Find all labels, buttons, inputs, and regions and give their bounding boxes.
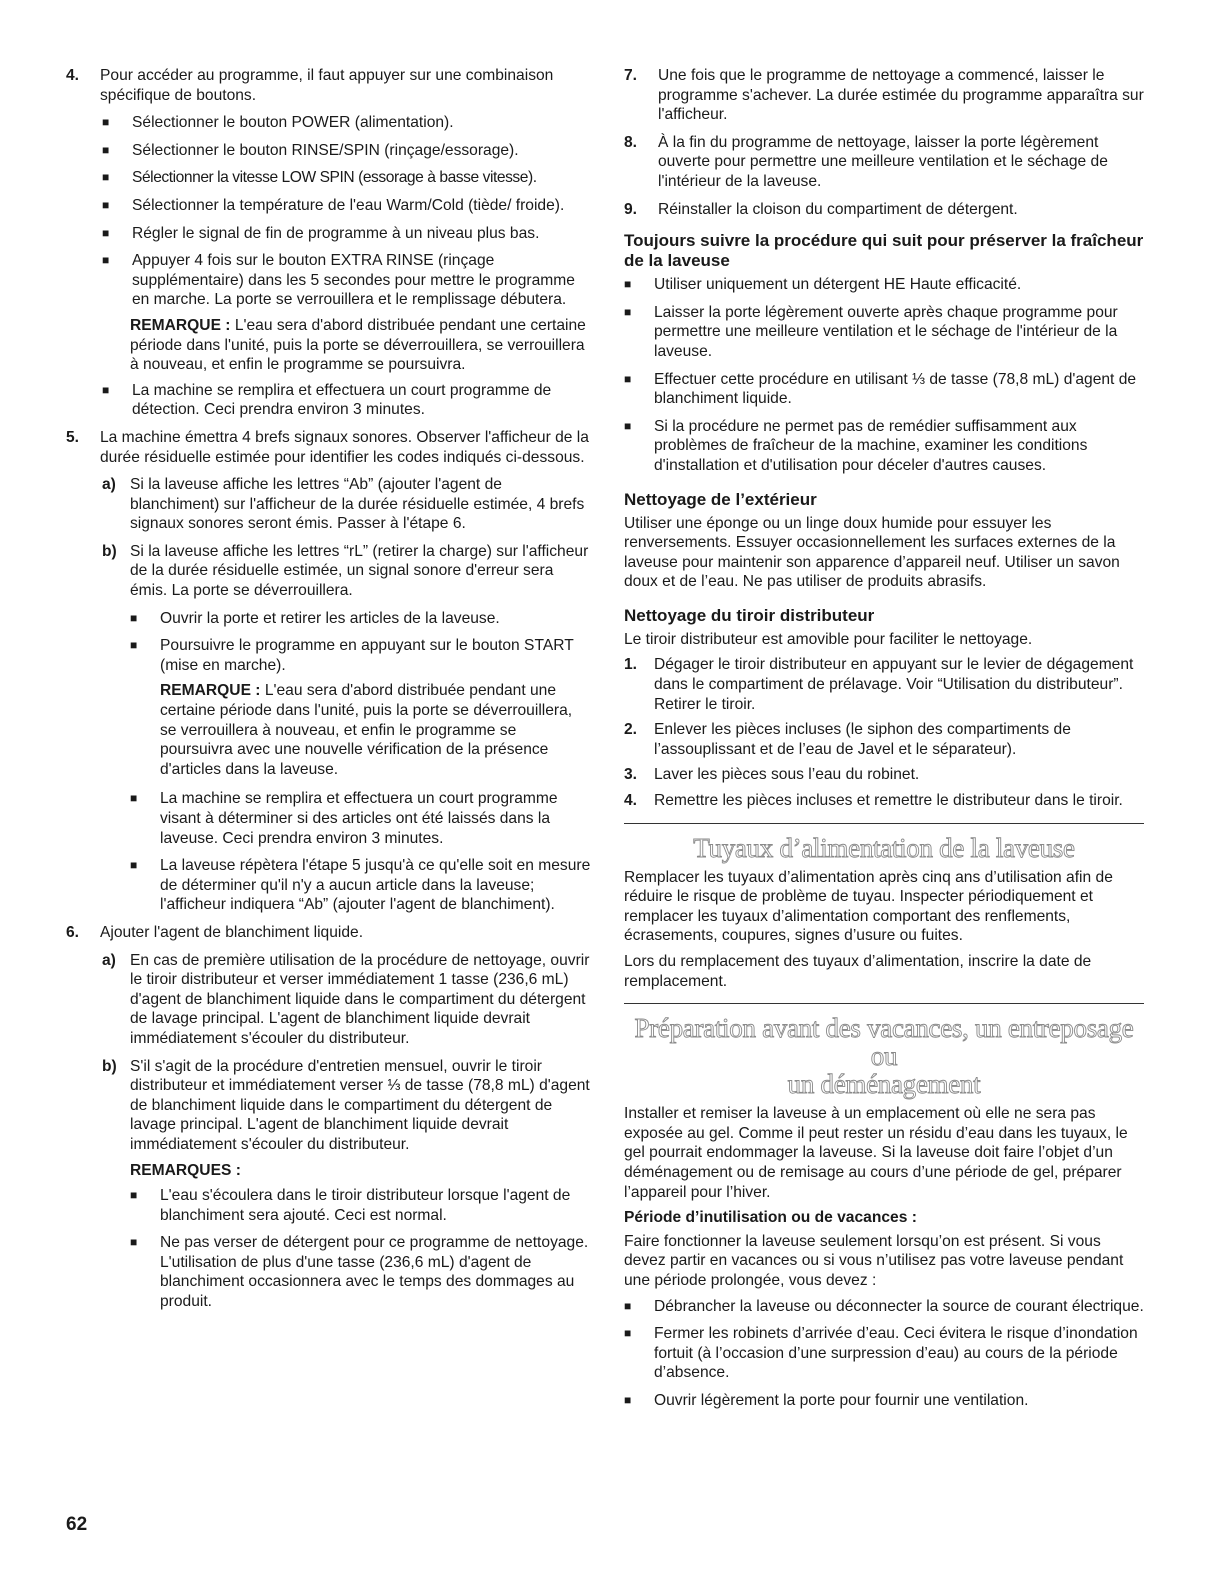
square-bullet-icon: ■ [102,170,110,185]
bullet-text: Utiliser uniquement un détergent HE Haute efficacité. [654,276,1022,294]
step-7 [624,66,1144,125]
bullet-item [624,370,1144,409]
vacation-paragraph: Faire fonctionner la laveuse seulement lorsqu’on est présent. Si vous devez partir en vacances ou si vous n’utilisez pas votre laveuse pendant une période prolongée, vous devez : [624,1232,1124,1289]
bullet-item [102,224,592,244]
square-bullet-icon: ■ [102,253,110,268]
substep-label: a) [102,476,116,494]
substep-text: En cas de première utilisation de la procédure de nettoyage, ouvrir le tiroir distributeur et verser immédiatement 1 tasse (236,6 mL) d'agent de blanchiment liquide dans le compartiment du détergent de lavage principal. L'agent de blanchiment liquide devrait immédiatement s'écouler du distributeur. [130,951,590,1047]
step-number: 2. [624,721,638,739]
square-bullet-icon: ■ [102,382,110,397]
bullet-item [130,1233,592,1311]
bullet-text: Régler le signal de fin de programme à un niveau plus bas. [132,224,540,242]
bullet-item [130,636,592,675]
step-text: La machine émettra 4 brefs signaux sonores. Observer l'afficheur de la durée résiduelle estimée pour identifier les codes indiqués ci-dessous. [100,428,589,466]
substep-label: b) [102,542,117,560]
substep-text: S'il s'agit de la procédure d'entretien mensuel, ouvrir le tiroir distributeur et immédiatement verser ⅓ de tasse (78,8 mL) d'agent de blanchiment liquide dans le compartiment du détergent de lavage principal. L'agent de blanchiment liquide devrait immédiatement s'écouler du distributeur. [130,1057,590,1153]
bullet-item [624,1297,1144,1317]
hoses-paragraph: Remplacer les tuyaux d’alimentation après cinq ans d’utilisation afin de réduire le risque de problème de tuyau. Inspecter périodiquement et remplacer les tuyaux d’alimentation comportant des renflements, écrasements, coupures, signes d’usure ou fuites. [624,868,1113,945]
bullet-text: L'eau s'écoulera dans le tiroir distributeur lorsque l'agent de blanchiment sera ajouté. Ceci est normal. [160,1187,571,1224]
substep-b [102,542,592,601]
vacation-section-title: Préparation avant des vacances, un entreposage ou [634,1013,1134,1072]
bullet-text: Si la procédure ne permet pas de remédier suffisamment aux problèmes de fraîcheur de la machine, examiner les conditions d'installation et d'utilisation pour déceler d'autres causes. [654,417,1088,474]
step-text: Pour accéder au programme, il faut appuyer sur une combinaison spécifique de boutons. [100,67,554,104]
bullet-item [624,275,1144,295]
step-text: Laver les pièces sous l’eau du robinet. [654,766,920,784]
bullet-item [102,168,592,188]
step-number: 8. [624,133,638,151]
substep-a [102,475,592,534]
hoses-section-title: Tuyaux d’alimentation de la laveuse [693,832,1075,863]
bullet-text: Appuyer 4 fois sur le bouton EXTRA RINSE (rinçage supplémentaire) dans les 5 secondes pour mettre le programme en marche. La porte se verrouillera et le remplissage débutera. [132,252,575,309]
bullet-text: Laisser la porte légèrement ouverte après chaque programme pour permettre une meilleure ventilation et le séchage de l'intérieur de la laveuse. [654,303,1118,360]
bullet-text: La machine se remplira et effectuera un court programme visant à déterminer si des articles ont été laissés dans la laveuse. Ceci prendra environ 3 minutes. [160,790,558,847]
bullet-text: Débrancher la laveuse ou déconnecter la source de courant électrique. [654,1297,1144,1315]
square-bullet-icon: ■ [130,610,138,625]
note-text: L'eau sera d'abord distribuée pendant une certaine période dans l'unité, puis la porte se déverrouillera, se verrouillera à nouveau, et enfin le programme se poursuivra avec une nouvelle vérification de la présence d'articles dans la laveuse. [160,682,573,778]
step-number: 3. [624,766,638,784]
square-bullet-icon: ■ [102,197,110,212]
bullet-item [130,609,592,629]
square-bullet-icon: ■ [102,115,110,130]
exterior-heading: Nettoyage de l’extérieur [624,489,817,509]
drawer-step [624,720,1144,759]
square-bullet-icon: ■ [102,142,110,157]
vacation-subheading: Période d’inutilisation ou de vacances : [624,1209,917,1227]
square-bullet-icon: ■ [130,858,138,873]
drawer-intro: Le tiroir distributeur est amovible pour faciliter le nettoyage. [624,630,1033,648]
bullet-item [102,113,592,133]
step-text: Remettre les pièces incluses et remettre le distributeur dans le tiroir. [654,792,1123,810]
substep-a [102,951,592,1049]
bullet-text: Ne pas verser de détergent pour ce programme de nettoyage. L'utilisation de plus d'une tasse (236,6 mL) d'agent de blanchiment occasionnera avec le temps des dommages au produit. [160,1234,589,1311]
substep-label: b) [102,1057,117,1075]
step-number: 7. [624,67,638,84]
drawer-step [624,791,1144,811]
hoses-paragraph: Lors du remplacement des tuyaux d’alimentation, inscrire la date de remplacement. [624,953,1092,990]
step-6 [66,923,592,943]
freshness-heading: Toujours suivre la procédure qui suit pour préserver la fraîcheur de la laveuse [624,231,1144,271]
bullet-text: La machine se remplira et effectuera un court programme de détection. Ceci prendra environ 3 minutes. [132,381,552,419]
note-label: REMARQUE : [160,682,261,700]
note [160,681,592,779]
substep-text: Si la laveuse affiche les lettres “rL” (retirer la charge) sur l'afficheur de la durée résiduelle estimée, un signal sonore d'erreur sera émis. La porte se déverrouillera. [130,542,589,600]
square-bullet-icon: ■ [130,638,138,653]
note-label: REMARQUE : [130,316,231,334]
bullet-text: Effectuer cette procédure en utilisant ⅓ de tasse (78,8 mL) d'agent de blanchiment liquide. [654,370,1137,408]
note-text: L'eau sera d'abord distribuée pendant une certaine période dans l'unité, puis la porte se déverrouillera, se verrouillera à nouveau, et enfin le programme se poursuivra. [130,316,586,374]
square-bullet-icon: ■ [624,418,632,433]
step-number: 4. [66,67,80,84]
bullet-text: Sélectionner la température de l'eau Warm/Cold (tiède/ froide). [132,196,565,214]
step-number: 5. [66,428,80,446]
drawer-step [624,655,1144,714]
bullet-text: Ouvrir la porte et retirer les articles de la laveuse. [160,609,500,627]
bullet-text: Ouvrir légèrement la porte pour fournir une ventilation. [654,1391,1029,1409]
square-bullet-icon: ■ [624,277,632,292]
bullet-text: Poursuivre le programme en appuyant sur le bouton START (mise en marche). [160,637,574,674]
step-5 [66,428,592,467]
section-divider [624,1003,1144,1004]
square-bullet-icon: ■ [624,1326,632,1341]
square-bullet-icon: ■ [130,791,138,806]
square-bullet-icon: ■ [624,1298,632,1313]
bullet-item [102,141,592,161]
square-bullet-icon: ■ [130,1235,138,1250]
step-text: Une fois que le programme de nettoyage a commencé, laisser le programme s'achever. La durée estimée du programme apparaîtra sur l'afficheur. [658,67,1144,124]
bullet-item [624,1391,1144,1411]
bullet-item [130,1186,592,1225]
left-column [66,66,592,1320]
step-8 [624,133,1144,192]
exterior-text: Utiliser une éponge ou un linge doux humide pour essuyer les renversements. Essuyer occasionnellement les surfaces externes de la laveuse pour maintenir son apparence d’appareil neuf. Utiliser un savon doux et de l’eau. Ne pas utiliser de produits abrasifs. [624,514,1120,591]
square-bullet-icon: ■ [102,225,110,240]
bullet-item [624,1324,1144,1383]
square-bullet-icon: ■ [624,304,632,319]
step-text: Dégager le tiroir distributeur en appuyant sur le levier de dégagement dans le compartiment de prélavage. Voir “Utilisation du distributeur”. Retirer le tiroir. [654,656,1134,713]
vacation-paragraph: Installer et remiser la laveuse à un emplacement où elle ne sera pas exposée au gel. Comme il peut rester un résidu d’eau dans les tuyaux, le gel pourrait endommager la laveuse. Si la laveuse doit faire l’objet d’un déménagement ou de remisage au cours d’une période de gel, préparer l’appareil pour l’hiver. [624,1105,1128,1201]
bullet-text: Sélectionner le bouton RINSE/SPIN (rinçage/essorage). [132,141,519,159]
square-bullet-icon: ■ [130,1188,138,1203]
bullet-text: La laveuse répètera l'étape 5 jusqu'à ce qu'elle soit en mesure de déterminer qu'il n'y a aucun article dans la laveuse; l'afficheur indiquera “Ab” (ajouter l'agent de blanchiment). [160,857,591,914]
step-text: Enlever les pièces incluses (le siphon des compartiments de l’assouplissant et de l’eau de Javel et le séparateur). [654,721,1071,758]
substep-b [102,1057,592,1155]
square-bullet-icon: ■ [624,1392,632,1407]
bullet-text: Fermer les robinets d’arrivée d’eau. Ceci évitera le risque d’inondation fortuit (à l’occasion d’une surpression d’eau) au cours de la période d’absence. [654,1325,1138,1382]
step-number: 9. [624,200,638,218]
step-text: À la fin du programme de nettoyage, laisser la porte légèrement ouverte pour permettre une meilleure ventilation et le séchage de l'intérieur de la laveuse. [658,133,1108,190]
step-text: Ajouter l'agent de blanchiment liquide. [100,923,364,941]
substep-text: Si la laveuse affiche les lettres “Ab” (ajouter l'agent de blanchiment) sur l'afficheur de la durée résiduelle estimée, 4 brefs signaux sonores seront émis. Passer à l'étape 6. [130,476,585,533]
drawer-step [624,765,1144,785]
step-number: 4. [624,792,638,810]
bullet-item [130,789,592,848]
page-number: 62 [66,1514,88,1535]
bullet-item [102,196,592,216]
bullet-text: Sélectionner le bouton POWER (alimentation). [132,114,454,132]
remarks-label: REMARQUES : [130,1161,241,1179]
step-4 [66,66,592,105]
bullet-item [102,381,592,420]
right-column [624,66,1144,1419]
bullet-item [130,856,592,915]
step-number: 6. [66,923,80,941]
square-bullet-icon: ■ [624,371,632,386]
step-text: Réinstaller la cloison du compartiment de détergent. [658,200,1018,218]
drawer-heading: Nettoyage du tiroir distributeur [624,605,875,625]
bullet-item [624,417,1144,476]
bullet-item [102,251,592,310]
bullet-item [624,303,1144,362]
section-divider [624,823,1144,824]
step-number: 1. [624,656,638,674]
bullet-text: Sélectionner la vitesse LOW SPIN (essorage à basse vitesse). [132,169,537,187]
substep-label: a) [102,951,116,969]
step-9 [624,200,1144,220]
note [130,316,592,375]
vacation-section-title-line2: un déménagement [787,1069,981,1100]
